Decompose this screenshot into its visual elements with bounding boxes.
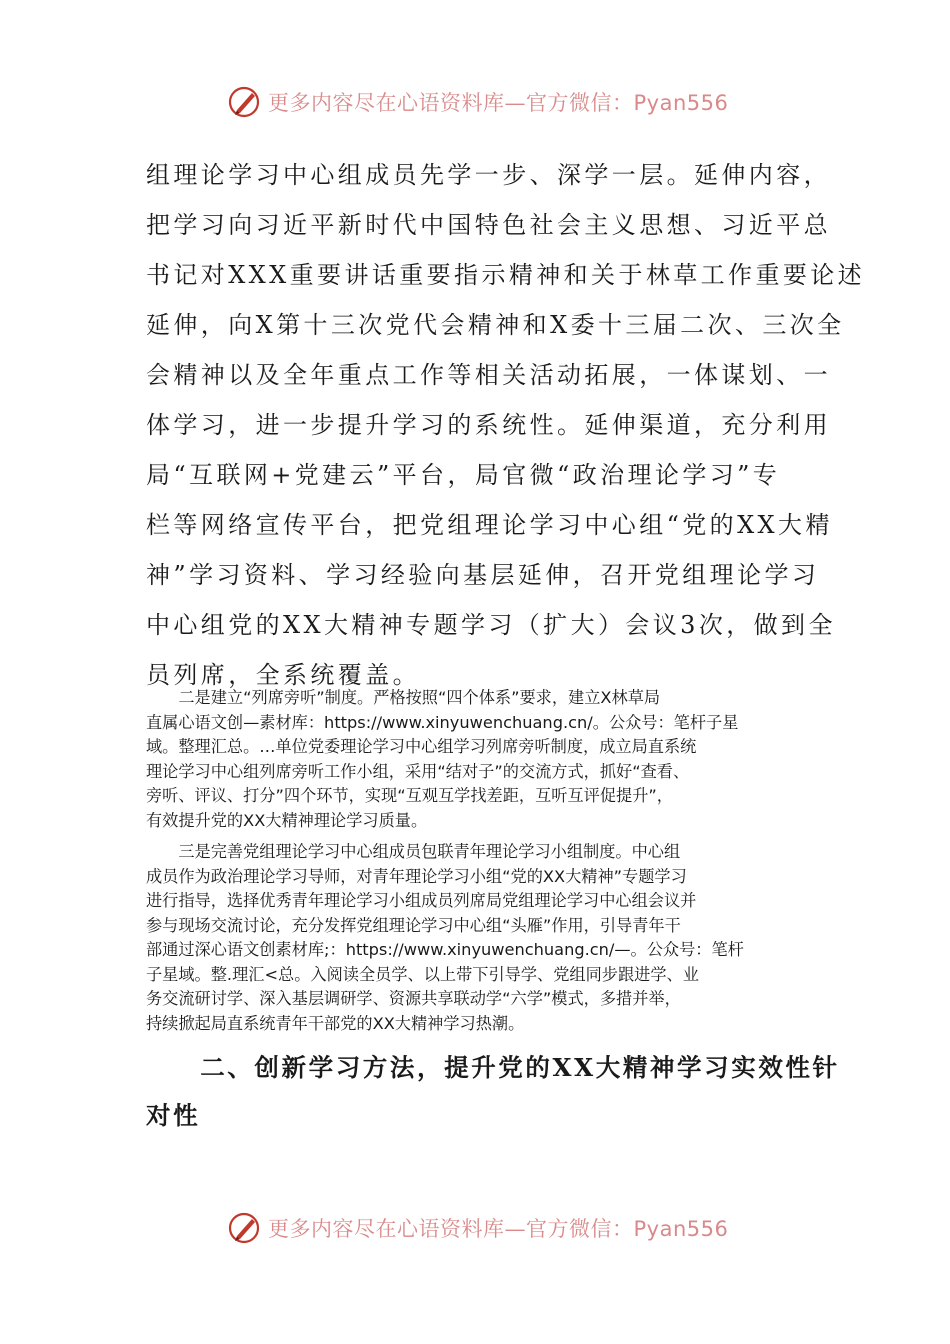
body-paragraph	[146, 150, 866, 700]
text-line: 域。整理汇总。…单位党委理论学习中心组学习列席旁听制度，成立局直系统	[146, 737, 697, 756]
text-line: 中心组党的XX大精神专题学习（扩大）会议3次，做到全	[146, 611, 836, 639]
text-line: 神”学习资料、学习经验向基层延伸，召开党组理论学习	[146, 561, 820, 589]
text-line: 有效提升党的XX大精神理论学习质量。	[146, 810, 428, 830]
text-line: 二是建立“列席旁听”制度。严格按照“四个体系”要求，建立X林草局	[146, 688, 661, 707]
banner-contact: Pyan556	[633, 1217, 729, 1241]
pen-logo-icon	[228, 85, 262, 119]
heading-line: 对性	[146, 1101, 201, 1130]
text-line: 延伸，向X第十三次党代会精神和X委十三届二次、三次全	[146, 311, 845, 339]
text-line: 务交流研讨学、深入基层调研学、资源共享联动学“六学”模式，多措并举，	[146, 989, 681, 1008]
text-line: 持续掀起局直系统青年干部党的XX大精神学习热潮。	[146, 1013, 525, 1033]
header-banner	[228, 82, 728, 122]
text-line: 进行指导，选择优秀青年理论学习小组成员列席局党组理论学习中心组会议并	[146, 891, 697, 910]
text-line: 局“互联网+党建云”平台，局官微“政治理论学习”专	[146, 461, 781, 489]
text-line: 会精神以及全年重点工作等相关活动拓展，一体谋划、一	[146, 361, 831, 389]
banner-text: 更多内容尽在心语资料库—官方微信：Pyan556	[268, 91, 729, 115]
heading-line: 二、创新学习方法，提升党的XX大精神学习实效性针	[146, 1053, 840, 1082]
banner-contact: Pyan556	[633, 91, 729, 115]
text-line: 三是完善党组理论学习中心组成员包联青年理论学习小组制度。中心组	[146, 842, 681, 861]
section-heading	[146, 1044, 840, 1140]
paragraph-three	[146, 840, 811, 1036]
text-line: 理论学习中心组列席旁听工作小组，采用“结对子”的交流方式，抓好“查看、	[146, 761, 690, 781]
paragraph-two	[146, 686, 811, 833]
text-line: 员列席，全系统覆盖。	[146, 661, 420, 689]
text-line: 书记对XXX重要讲话重要指示精神和关于林草工作重要论述	[146, 261, 866, 289]
text-line: 栏等网络宣传平台，把党组理论学习中心组“党的XX大精	[146, 511, 833, 539]
banner-text: 更多内容尽在心语资料库—官方微信：Pyan556	[268, 1217, 729, 1241]
pen-logo-icon	[228, 1211, 262, 1245]
text-line: 体学习，进一步提升学习的系统性。延伸渠道，充分利用	[146, 411, 831, 439]
footer-banner	[228, 1208, 728, 1248]
text-line: 旁听、评议、打分”四个环节，实现“互观互学找差距，互听互评促提升”，	[146, 786, 673, 805]
text-line: 子星域。整.理汇<总。入阅读全员学、以上带下引导学、党组同步跟进学、业	[146, 964, 699, 984]
text-line: 组理论学习中心组成员先学一步、深学一层。延伸内容，	[146, 161, 831, 189]
text-line: 成员作为政治理论学习导师，对青年理论学习小组“党的XX大精神”专题学习	[146, 866, 687, 886]
text-line: 把学习向习近平新时代中国特色社会主义思想、习近平总	[146, 211, 831, 239]
text-line: 部通过深心语文创素材库;：https://www.xinyuwenchuang.cn/—。公众号：笔杆	[146, 940, 744, 959]
text-line: 直属心语文创—素材库：https://www.xinyuwenchuang.cn/。公众号：笔杆子星	[146, 712, 739, 732]
text-line: 参与现场交流讨论，充分发挥党组理论学习中心组“头雁”作用，引导青年干	[146, 915, 681, 935]
